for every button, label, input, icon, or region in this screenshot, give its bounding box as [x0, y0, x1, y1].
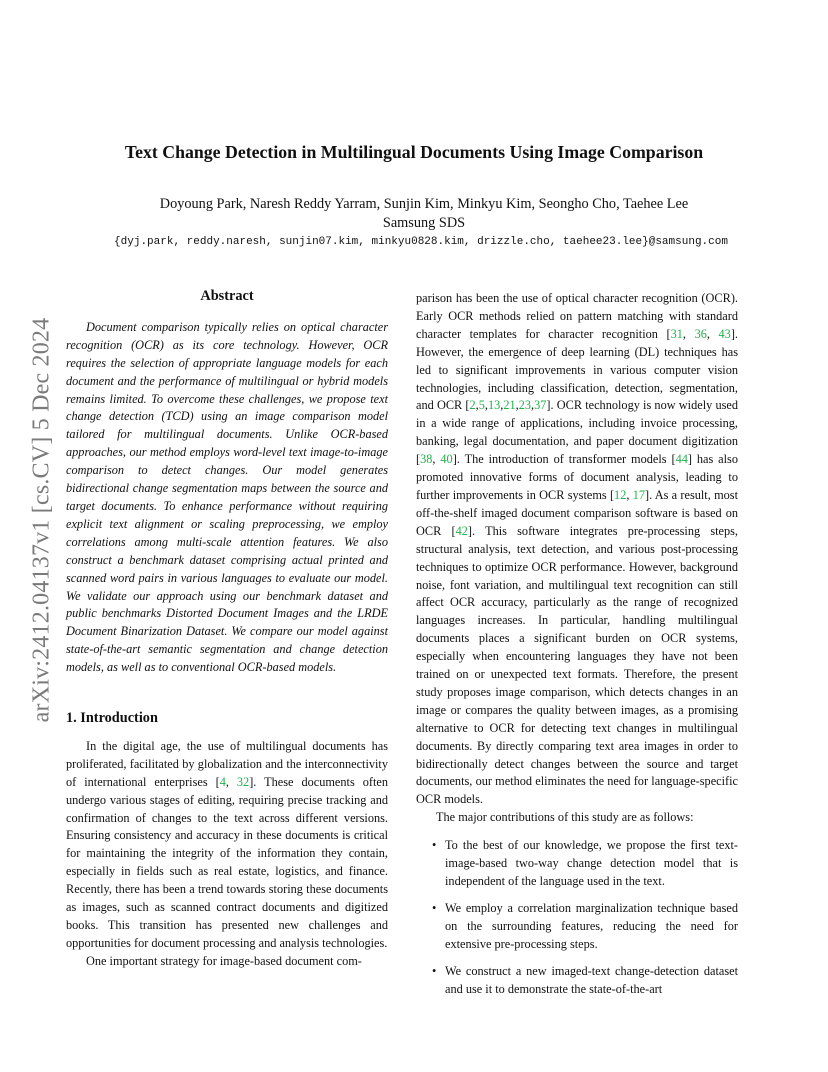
arxiv-identifier: arXiv:2412.04137v1 [cs.CV] 5 Dec 2024: [28, 317, 55, 723]
citation-link[interactable]: 32: [236, 774, 250, 789]
list-item: • We construct a new imaged-text change-detection dataset and use it to demonstrate the state-of-the-art: [432, 963, 738, 996]
citation-link[interactable]: 42: [455, 523, 468, 538]
citation-link[interactable]: 38: [420, 452, 433, 467]
citation-link[interactable]: 40: [440, 452, 453, 467]
introduction-heading: 1. Introduction: [66, 710, 158, 727]
author-emails: {dyj.park, reddy.naresh, sunjin07.kim, minkyu0828.kim, drizzle.cho, taehee23.lee}@samsung.com: [114, 236, 728, 248]
abstract-heading: Abstract: [200, 288, 254, 304]
citation-link[interactable]: 36: [694, 326, 707, 341]
citation-link[interactable]: 37: [534, 398, 547, 413]
bullet-icon: •: [432, 900, 437, 915]
citation-link[interactable]: 4: [219, 774, 226, 789]
intro-paragraph-2: parison has been the use of optical character recognition (OCR). Early OCR methods relied on pattern matching with standard character templates for character recognition [31, 36, 43]. However, the emergence of deep learning (DL) techniques has led to significant improvements in various computer vision technologies, including classification, detection, segmentation, and OCR [2,5,13,21,23,37]. OCR technology is now widely used in a wide range of applications, including invoice processing, banking, legal documentation, and paper document digitization [38, 40]. The introduction of transformer models [44] has also promoted innovative forms of document analysis, leading to further improvements in OCR systems [12, 17]. As a result, most off-the-shelf imaged document comparison software is based on OCR [42]. This software integrates pre-processing steps, structural analysis, text detection, and various post-processing techniques to optimize OCR performance. However, background noise, font variation, and multilingual text recognition can still affect OCR accuracy, particularly as the range of recognized languages increases. In particular, handling multilingual documents places a significant burden on OCR systems, especially when encountering languages they have not been trained on or unexpected text formats. Therefore, the present study proposes image comparison, which detects changes in an image or compares the quality between images, as a promising alternative to OCR for detecting text changes in multilingual documents. By directly comparing text area images in order to bidirectionally detect changes between the source and target documents, our method eliminates the need for language-specific OCR models.: [416, 291, 738, 807]
citation-link[interactable]: 23: [518, 398, 532, 413]
author-list: Doyoung Park, Naresh Reddy Yarram, Sunjin Kim, Minkyu Kim, Seongho Cho, Taehee Lee: [159, 196, 689, 212]
affiliation: Samsung SDS: [382, 215, 466, 231]
citation-link[interactable]: 31: [670, 326, 683, 341]
intro-paragraph-1: In the digital age, the use of multilingual documents has proliferated, facilitated by globalization and the interconnectivity of international enterprises [4, 32]. These documents often undergo various stages of editing, requiring precise tracking and confirmation of changes to the text across different versions. Ensuring consistency and accuracy in these documents is critical for maintaining the integrity of the information they contain, especially in fields such as real estate, logistics, and finance. Recently, there has been a trend towards storing these documents as images, such as scanned contract documents and digitized books. This transition has presented new challenges and opportunities for document processing and analysis technologies.: [66, 738, 388, 950]
citation-link[interactable]: 5: [478, 398, 485, 413]
list-item: • We employ a correlation marginalization technique based on the surrounding features, reducing the need for extensive pre-processing steps.: [432, 900, 738, 951]
left-column: [66, 288, 388, 971]
list-item: • To the best of our knowledge, we propose the first text-image-based two-way change detection model that is independent of the language used in the text.: [432, 838, 738, 888]
contributions-lead: The major contributions of this study are as follows:: [436, 810, 694, 825]
contributions-list: [416, 837, 738, 998]
author-block: [0, 195, 828, 233]
right-column: [416, 290, 738, 1007]
citation-link[interactable]: 44: [675, 452, 688, 467]
citation-link[interactable]: 43: [718, 326, 731, 341]
citation-link[interactable]: 13: [487, 398, 501, 413]
bullet-icon: •: [432, 838, 437, 853]
bullet-icon: •: [432, 963, 437, 978]
citation-link[interactable]: 21: [503, 398, 516, 413]
paper-title: Text Change Detection in Multilingual Documents Using Image Comparison: [124, 142, 704, 162]
intro-paragraph-2-start: One important strategy for image-based document com-: [86, 953, 362, 968]
abstract-text: Document comparison typically relies on optical character recognition (OCR) as its core technology. However, OCR requires the selection of appropriate language models for each document and the performance of multilingual or hybrid models remains limited. To overcome these challenges, we propose text change detection (TCD) using an image comparison model tailored for multilingual documents. Unlike OCR-based approaches, our method employs word-level text image-to-image comparison to detect changes. Our model generates bidirectional change segmentation maps between the source and target documents. To enhance performance without requiring explicit text alignment or scaling preprocessing, we employ correlations among multi-scale attention features. We also construct a benchmark dataset comprising actual printed and scanned word pairs in various languages to evaluate our model. We validate our approach using our benchmark dataset and public benchmarks Distorted Document Images and the LRDE Document Binarization Dataset. We compare our model against state-of-the-art semantic segmentation and change detection models, as well as to conventional OCR-based models.: [66, 319, 388, 675]
citation-link[interactable]: 2: [469, 398, 476, 413]
citation-link[interactable]: 12: [614, 487, 627, 502]
citation-link[interactable]: 17: [632, 487, 645, 502]
